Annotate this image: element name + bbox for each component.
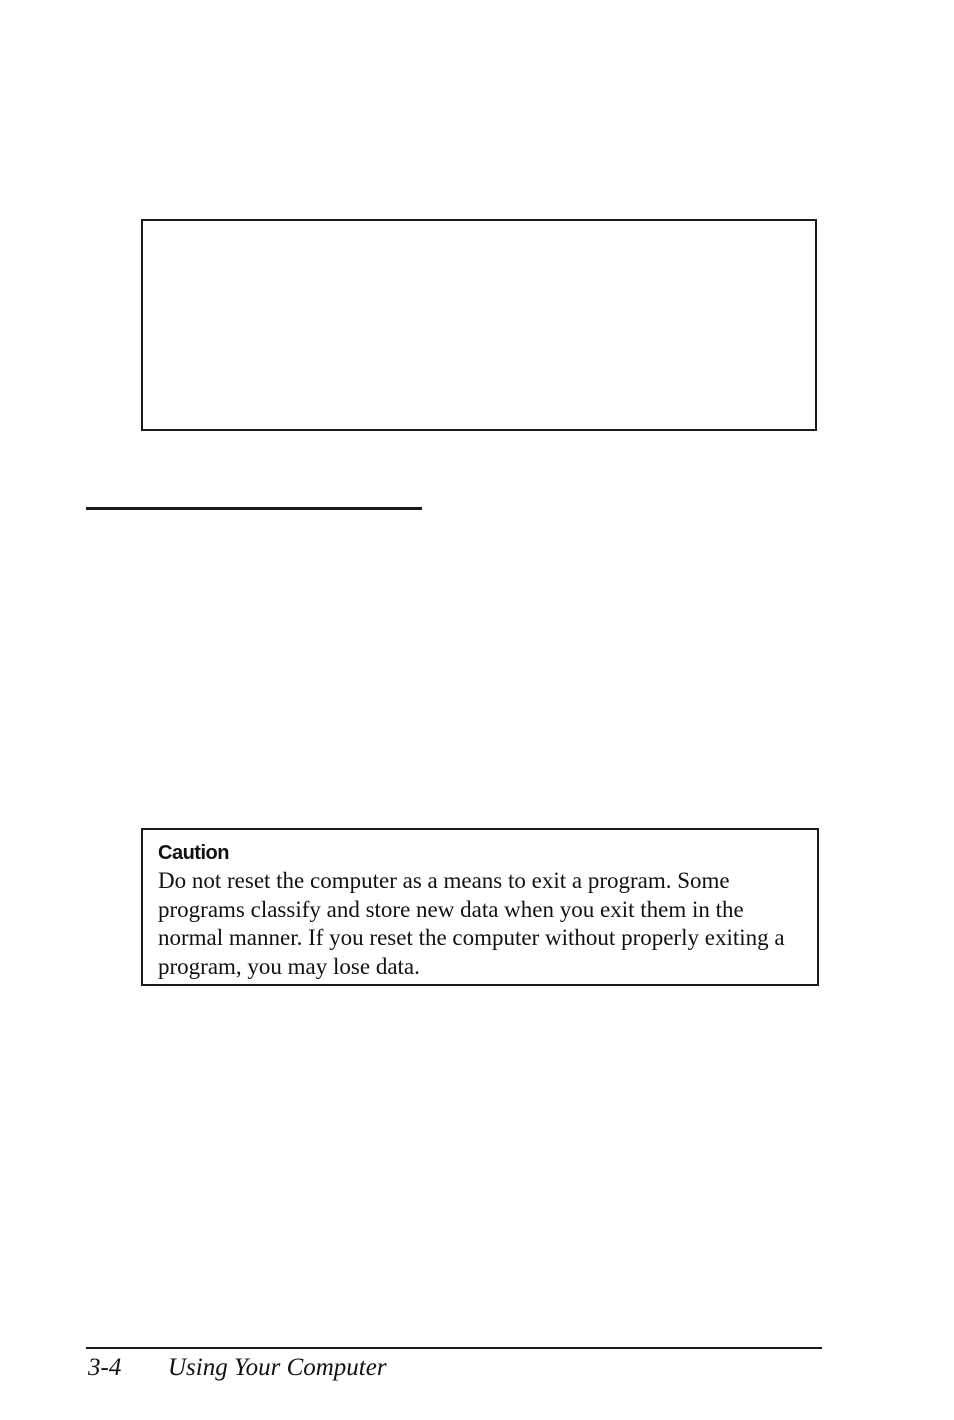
page-number: 3-4	[88, 1354, 122, 1381]
empty-figure-box	[141, 219, 817, 431]
caution-title: Caution	[158, 842, 229, 864]
footer-divider	[86, 1347, 822, 1349]
chapter-title: Using Your Computer	[168, 1354, 387, 1381]
caution-note	[141, 828, 819, 986]
section-divider	[86, 507, 422, 510]
caution-body: Do not reset the computer as a means to exit a program. Some programs classify and store new data when you exit them in the normal manner. If you reset the computer without properly exiting a program, you may lose data.	[158, 868, 785, 979]
